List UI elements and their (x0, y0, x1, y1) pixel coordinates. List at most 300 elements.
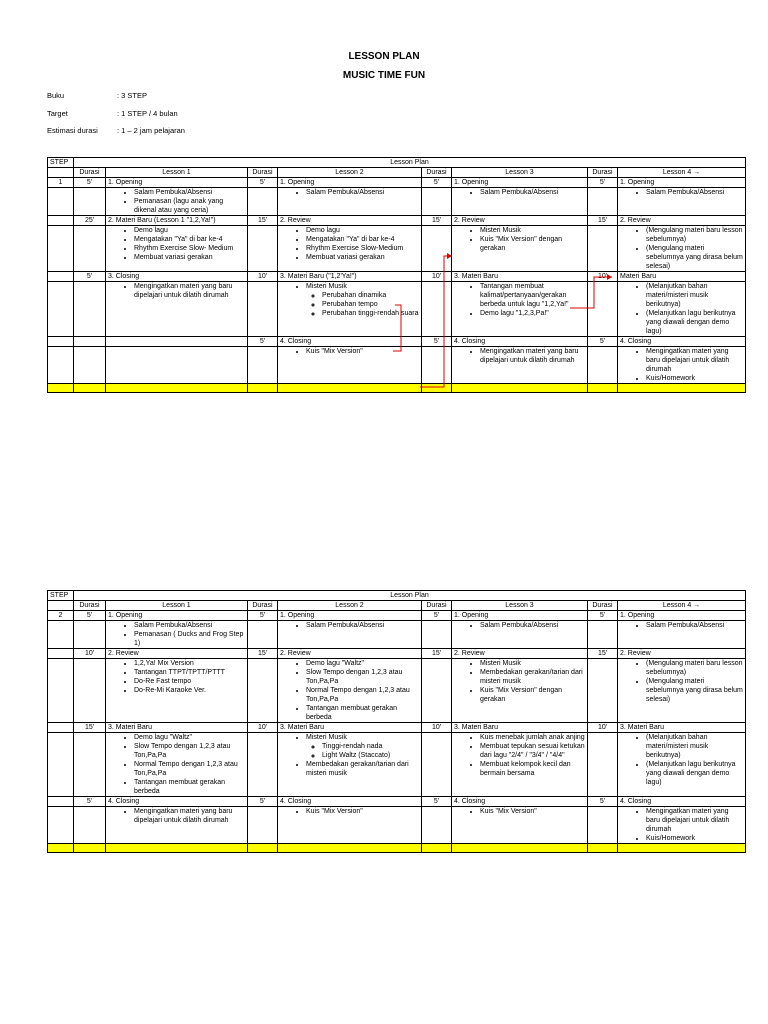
section-title: 3. Materi Baru (452, 272, 588, 282)
bullet-item: • Membuat kelompok kecil dan bermain bersama (480, 760, 585, 778)
bullet-item: • Demo lagu "Waltz" (306, 659, 419, 668)
durasi-cell: 5' (74, 797, 106, 807)
bullet-item: • Rhythm Exercise Slow-Medium (306, 244, 419, 253)
highlight-cell (278, 384, 422, 393)
section-content (106, 621, 248, 649)
section-content (106, 733, 248, 797)
section-title-row (48, 216, 746, 226)
durasi-cell: 10' (248, 723, 278, 733)
bullet-item: • Do-Re Fast tempo (134, 677, 245, 686)
empty-cell (422, 807, 452, 844)
section-title: 3. Materi Baru (278, 723, 422, 733)
durasi-cell (74, 337, 106, 347)
bullet-item: • Kuis menebak jumlah anak anjing (480, 733, 585, 742)
bullet-item: • Mengingatkan materi yang baru dipelajari untuk dilatih dirumah (480, 347, 585, 365)
section-content (452, 733, 588, 797)
meta-target (47, 109, 178, 118)
highlight-cell (588, 384, 618, 393)
durasi-cell: 10' (588, 723, 618, 733)
bullet-list (108, 733, 245, 796)
sub-bullet-item: ◦ Perubahan dinamika (322, 291, 419, 300)
bullet-item: • Demo lagu (134, 226, 245, 235)
bullet-item: • Membedakan gerakan/tarian dari misteri musik (306, 760, 419, 778)
step-header: STEP (48, 158, 74, 168)
bullet-item: • Salam Pembuka/Absensi (306, 188, 419, 197)
durasi-cell: 10' (588, 272, 618, 282)
bullet-item: • Salam Pembuka/Absensi (480, 188, 585, 197)
bullet-list (620, 188, 743, 197)
bullet-list (280, 807, 419, 816)
section-content (278, 226, 422, 272)
empty-cell (422, 621, 452, 649)
durasi-cell: 15' (422, 216, 452, 226)
durasi-cell: 5' (74, 611, 106, 621)
highlight-cell (422, 844, 452, 853)
bullet-list (280, 760, 419, 778)
bullet-list (620, 347, 743, 383)
section-content (106, 807, 248, 844)
sub-bullet-item: ◦ Perubahan tinggi-rendah suara (322, 309, 419, 318)
section-content (618, 807, 746, 844)
bullet-list (108, 282, 245, 300)
section-title: 1. Opening (452, 178, 588, 188)
sub-bullet-list (280, 291, 419, 318)
section-content-row (48, 807, 746, 844)
bullet-list (454, 659, 585, 704)
empty-cell (588, 282, 618, 337)
bullet-item: • Mengingatkan materi yang baru dipelajari untuk dilatih dirumah (646, 347, 743, 374)
empty-cell (48, 226, 74, 272)
empty-cell (248, 659, 278, 723)
bullet-item: • Tantangan membuat gerakan berbeda (306, 704, 419, 722)
bullet-item: • Mengingatkan materi yang baru dipelajari untuk dilatih dirumah (134, 282, 245, 300)
step-number: 1 (48, 178, 74, 188)
bullet-list (620, 659, 743, 704)
section-content (452, 188, 588, 216)
empty-cell (74, 621, 106, 649)
bullet-item: • Membuat variasi gerakan (134, 253, 245, 262)
header-row (48, 158, 746, 168)
durasi-cell: 5' (248, 797, 278, 807)
highlight-cell (106, 844, 248, 853)
bullet-item: • Kuis "Mix Version" dengan gerakan (480, 235, 585, 253)
section-title: 2. Review (278, 649, 422, 659)
step-number: 2 (48, 611, 74, 621)
bullet-item: • Kuis "Mix Version" dengan gerakan (480, 686, 585, 704)
highlight-cell (106, 384, 248, 393)
bullet-item: • Kuis "Mix Version" (306, 807, 419, 816)
sub-bullet-item: ◦ Perubahan tempo (322, 300, 419, 309)
section-content (106, 226, 248, 272)
section-title: 2. Review (106, 649, 248, 659)
durasi-header: Durasi (588, 168, 618, 178)
bullet-list (454, 621, 585, 630)
durasi-cell: 15' (248, 649, 278, 659)
durasi-header: Durasi (248, 601, 278, 611)
bullet-item: • Salam Pembuka/Absensi (134, 621, 245, 630)
durasi-header: Durasi (422, 168, 452, 178)
section-content (618, 621, 746, 649)
empty-cell (588, 733, 618, 797)
bullet-item: • (Mengulang materi sebelumnya yang dirasa belum selesai) (646, 677, 743, 704)
section-content (278, 807, 422, 844)
meta-value: : 3 STEP (117, 91, 148, 100)
page-title: LESSON PLAN (348, 51, 420, 62)
empty-cell (74, 733, 106, 797)
highlight-cell (452, 844, 588, 853)
bullet-list (454, 347, 585, 365)
bullet-item: • Mengatakan "Ya" di bar ke-4 (134, 235, 245, 244)
empty-cell (74, 347, 106, 384)
empty-cell (248, 621, 278, 649)
highlight-cell (48, 384, 74, 393)
section-title: 2. Review (452, 216, 588, 226)
section-title: 4. Closing (618, 337, 746, 347)
section-content (452, 226, 588, 272)
bullet-item: • Slow Tempo dengan 1,2,3 atau Ton,Pa,Pa (134, 742, 245, 760)
highlight-cell (278, 844, 422, 853)
bullet-item: • Normal Tempo dengan 1,2,3 atau Ton,Pa,Pa (306, 686, 419, 704)
step-number (48, 216, 74, 226)
durasi-cell: 5' (422, 611, 452, 621)
bullet-item: • Misteri Musik (480, 226, 585, 235)
empty-cell (422, 733, 452, 797)
bullet-item: • Pemanasan ( Ducks and Frog Step 1) (134, 630, 245, 648)
durasi-cell: 25' (74, 216, 106, 226)
bullet-list (620, 733, 743, 787)
highlight-cell (618, 384, 746, 393)
durasi-cell: 5' (422, 797, 452, 807)
section-title: 4. Closing (452, 797, 588, 807)
empty-cell (588, 807, 618, 844)
bullet-list (108, 659, 245, 695)
empty-cell (48, 659, 74, 723)
section-content-row (48, 188, 746, 216)
bullet-item: • (Melanjutkan lagu berikutnya yang diawali dengan demo lagu) (646, 760, 743, 787)
bullet-item: • Membuat variasi gerakan (306, 253, 419, 262)
bullet-item: • Salam Pembuka/Absensi (480, 621, 585, 630)
durasi-cell: 10' (74, 649, 106, 659)
section-title-row (48, 337, 746, 347)
bullet-item: • Mengingatkan materi yang baru dipelajari untuk dilatih dirumah (646, 807, 743, 834)
sub-bullet-list (280, 742, 419, 760)
section-title: 2. Materi Baru (Lesson 1 "1,2,Ya!") (106, 216, 248, 226)
lesson2-header: Lesson 2 (278, 601, 422, 611)
section-title: 3. Materi Baru (618, 723, 746, 733)
section-title: 4. Closing (106, 797, 248, 807)
section-content (618, 733, 746, 797)
bullet-item: • Salam Pembuka/Absensi (646, 188, 743, 197)
bullet-item: • Misteri Musik (306, 282, 419, 291)
step-number (48, 272, 74, 282)
section-title: 3. Materi Baru ("1,2'Ya!") (278, 272, 422, 282)
section-content (452, 347, 588, 384)
empty-cell (248, 807, 278, 844)
section-title: 1. Opening (618, 178, 746, 188)
section-title: 4. Closing (278, 337, 422, 347)
empty-cell (74, 188, 106, 216)
durasi-header: Durasi (422, 601, 452, 611)
section-content (618, 188, 746, 216)
section-content (278, 282, 422, 337)
section-title: 1. Opening (452, 611, 588, 621)
durasi-cell: 5' (588, 797, 618, 807)
section-content-row (48, 282, 746, 337)
section-title: 1. Opening (618, 611, 746, 621)
durasi-cell: 5' (588, 337, 618, 347)
durasi-header: Durasi (74, 601, 106, 611)
bullet-list (108, 807, 245, 825)
bullet-item: • Pemanasan (lagu anak yang dikenal atau yang ceria) (134, 197, 245, 215)
empty-cell (588, 188, 618, 216)
section-title: 1. Opening (278, 611, 422, 621)
section-content (618, 659, 746, 723)
bullet-item: • Demo lagu (306, 226, 419, 235)
lesson4-header: Lesson 4 → (618, 601, 746, 611)
highlight-cell (452, 384, 588, 393)
bullet-item: • Kuis "Mix Version" (306, 347, 419, 356)
bullet-item: • Kuis/Homework (646, 374, 743, 383)
section-content (452, 659, 588, 723)
section-title: 1. Opening (278, 178, 422, 188)
durasi-cell: 5' (248, 611, 278, 621)
lesson-plan-table-step-2 (47, 590, 746, 853)
durasi-cell: 5' (74, 272, 106, 282)
durasi-cell: 5' (588, 178, 618, 188)
empty-cell (588, 347, 618, 384)
step-number (48, 723, 74, 733)
step-number (48, 337, 74, 347)
bullet-item: • Salam Pembuka/Absensi (134, 188, 245, 197)
durasi-cell: 5' (248, 178, 278, 188)
section-content (106, 347, 248, 384)
empty-cell (48, 733, 74, 797)
bullet-item: • 1,2,Ya! Mix Version (134, 659, 245, 668)
section-content (452, 282, 588, 337)
header-row (48, 601, 746, 611)
sub-bullet-item: ◦ Tinggi-rendah nada (322, 742, 419, 751)
step-number (48, 649, 74, 659)
bullet-item: • Slow Tempo dengan 1,2,3 atau Ton,Pa,Pa (306, 668, 419, 686)
highlight-cell (422, 384, 452, 393)
section-title: 2. Review (618, 216, 746, 226)
meta-value: : 1 STEP / 4 bulan (117, 109, 178, 118)
section-title: 3. Materi Baru (452, 723, 588, 733)
empty-cell (248, 733, 278, 797)
meta-label: Estimasi durasi (47, 126, 98, 135)
empty-cell (588, 226, 618, 272)
bullet-item: • Mengingatkan materi yang baru dipelajari untuk dilatih dirumah (134, 807, 245, 825)
durasi-header: Durasi (588, 601, 618, 611)
bullet-list (280, 282, 419, 291)
empty-cell (74, 282, 106, 337)
durasi-cell: 5' (74, 178, 106, 188)
durasi-cell: 15' (248, 216, 278, 226)
section-content-row (48, 347, 746, 384)
durasi-cell: 5' (422, 178, 452, 188)
empty-cell (248, 188, 278, 216)
empty-cell (248, 226, 278, 272)
empty-cell (74, 659, 106, 723)
header-row (48, 168, 746, 178)
section-content (106, 282, 248, 337)
bullet-list (620, 621, 743, 630)
empty-cell (48, 807, 74, 844)
section-title-row (48, 611, 746, 621)
section-title-row (48, 272, 746, 282)
section-title-row (48, 723, 746, 733)
meta-buku (47, 91, 147, 100)
section-title-row (48, 649, 746, 659)
lesson4-header: Lesson 4 → (618, 168, 746, 178)
bullet-item: • Do-Re-Mi Karaoke Ver. (134, 686, 245, 695)
durasi-cell: 15' (588, 649, 618, 659)
section-title (106, 337, 248, 347)
bullet-list (454, 282, 585, 318)
highlight-cell (248, 384, 278, 393)
empty-cell (74, 226, 106, 272)
sub-bullet-item: ◦ Light Waltz (Staccato) (322, 751, 419, 760)
section-content-row (48, 733, 746, 797)
highlight-cell (74, 844, 106, 853)
bullet-item: • Misteri Musik (306, 733, 419, 742)
bullet-item: • Demo lagu "Waltz" (134, 733, 245, 742)
section-title: 2. Review (618, 649, 746, 659)
step-header: STEP (48, 591, 74, 601)
empty-cell (422, 347, 452, 384)
bullet-item: • Misteri Musik (480, 659, 585, 668)
meta-durasi (47, 126, 185, 135)
lesson2-header: Lesson 2 (278, 168, 422, 178)
bullet-item: • Tantangan membuat gerakan berbeda (134, 778, 245, 796)
lesson1-header: Lesson 1 (106, 601, 248, 611)
bullet-item: • (Mengulang materi baru lesson sebelumnya) (646, 226, 743, 244)
bullet-item: • Mengatakan "Ya" di bar ke-4 (306, 235, 419, 244)
lesson1-header: Lesson 1 (106, 168, 248, 178)
empty-cell (588, 621, 618, 649)
bullet-list (454, 807, 585, 816)
bullet-item: • Normal Tempo dengan 1,2,3 atau Ton,Pa,Pa (134, 760, 245, 778)
section-content (452, 621, 588, 649)
section-content (278, 621, 422, 649)
highlight-cell (588, 844, 618, 853)
page-subtitle: MUSIC TIME FUN (342, 70, 426, 81)
bullet-item: • Salam Pembuka/Absensi (306, 621, 419, 630)
highlight-cell (74, 384, 106, 393)
section-content (278, 733, 422, 797)
section-content (618, 282, 746, 337)
section-content (278, 659, 422, 723)
bullet-item: • Tantangan membuat kalimat/pertanyaan/gerakan berbeda untuk lagu "1,2,Ya!" (480, 282, 585, 309)
section-content (618, 347, 746, 384)
highlight-cell (618, 844, 746, 853)
section-title: 2. Review (452, 649, 588, 659)
bullet-item: • Membuat tepukan sesuai ketukan dari lagu "2/4" / "3/4" / "4/4" (480, 742, 585, 760)
bullet-item: • Tantangan TTPT/TPTT/PTTT (134, 668, 245, 677)
meta-label: Buku (47, 91, 65, 100)
bullet-item: • (Melanjutkan bahan materi/misteri musik berikutnya) (646, 733, 743, 760)
section-title: Materi Baru (618, 272, 746, 282)
durasi-cell: 5' (588, 611, 618, 621)
header-row (48, 591, 746, 601)
lesson3-header: Lesson 3 (452, 601, 588, 611)
bullet-list (108, 621, 245, 648)
bullet-item: • (Melanjutkan bahan materi/misteri musik berikutnya) (646, 282, 743, 309)
section-content (618, 226, 746, 272)
highlight-cell (248, 844, 278, 853)
bullet-list (280, 188, 419, 197)
lesson3-header: Lesson 3 (452, 168, 588, 178)
bullet-list (454, 733, 585, 778)
durasi-cell: 10' (422, 723, 452, 733)
empty-cell (588, 659, 618, 723)
bullet-list (280, 659, 419, 722)
bullet-list (620, 282, 743, 336)
section-content (106, 659, 248, 723)
durasi-header: Durasi (74, 168, 106, 178)
bullet-item: • (Mengulang materi baru lesson sebelumnya) (646, 659, 743, 677)
durasi-cell: 5' (422, 337, 452, 347)
bullet-item: • Kuis "Mix Version" (480, 807, 585, 816)
empty-cell (48, 188, 74, 216)
section-title-row (48, 178, 746, 188)
meta-label: Target (47, 109, 68, 118)
lesson-plan-table-step-1 (47, 157, 746, 393)
section-title: 4. Closing (278, 797, 422, 807)
bullet-list (454, 226, 585, 253)
step-number (48, 797, 74, 807)
section-content (278, 347, 422, 384)
section-content (106, 188, 248, 216)
empty-cell (48, 621, 74, 649)
bullet-list (280, 733, 419, 742)
section-content-row (48, 226, 746, 272)
bullet-item: • (Melanjutkan lagu berikutnya yang diawali dengan demo lagu) (646, 309, 743, 336)
bullet-list (620, 226, 743, 271)
bullet-item: • (Mengulang materi sebelumnya yang dirasa belum selesai) (646, 244, 743, 271)
section-title: 2. Review (278, 216, 422, 226)
lesson-plan-header: Lesson Plan (74, 158, 746, 168)
bullet-list (280, 226, 419, 262)
bullet-list (454, 188, 585, 197)
empty-cell (248, 347, 278, 384)
section-title: 1. Opening (106, 178, 248, 188)
empty-cell (48, 168, 74, 178)
empty-cell (48, 282, 74, 337)
bullet-list (280, 621, 419, 630)
empty-cell (248, 282, 278, 337)
bullet-list (620, 807, 743, 843)
lesson-plan-header: Lesson Plan (74, 591, 746, 601)
bullet-item: • Demo lagu "1,2,3,Pa!" (480, 309, 585, 318)
section-title: 4. Closing (452, 337, 588, 347)
meta-value: : 1 – 2 jam pelajaran (117, 126, 185, 135)
durasi-cell: 10' (248, 272, 278, 282)
section-content (278, 188, 422, 216)
durasi-cell: 15' (74, 723, 106, 733)
durasi-header: Durasi (248, 168, 278, 178)
empty-cell (422, 282, 452, 337)
bullet-item: • Salam Pembuka/Absensi (646, 621, 743, 630)
empty-cell (48, 601, 74, 611)
durasi-cell: 15' (422, 649, 452, 659)
empty-cell (422, 188, 452, 216)
section-content (452, 807, 588, 844)
empty-cell (422, 226, 452, 272)
section-title: 4. Closing (618, 797, 746, 807)
bullet-list (108, 188, 245, 215)
empty-cell (74, 807, 106, 844)
